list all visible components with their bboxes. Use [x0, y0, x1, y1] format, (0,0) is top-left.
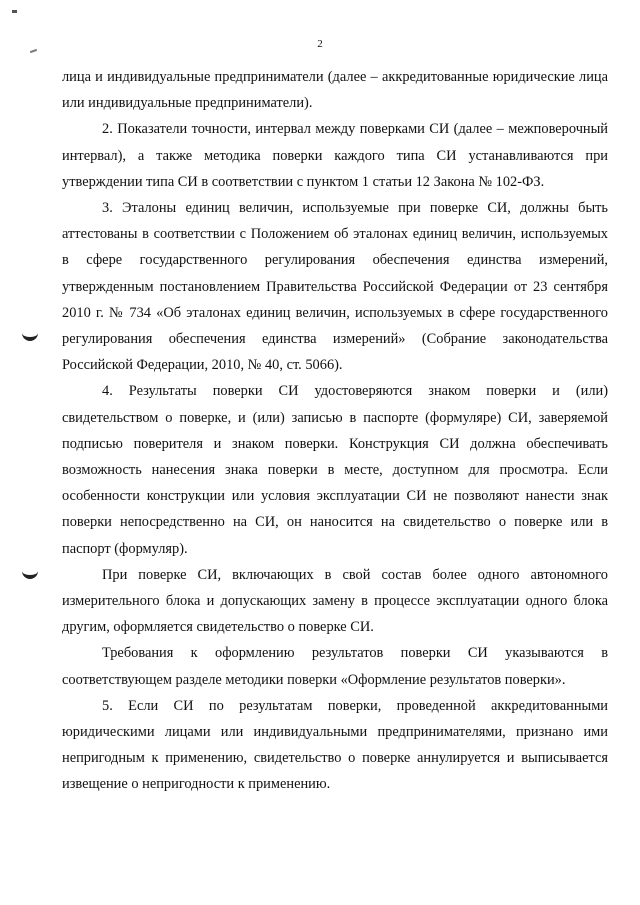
scan-speck	[12, 10, 17, 13]
page-number: 2	[317, 38, 323, 50]
paragraph: 4. Результаты поверки СИ удостоверяются знаком поверки и (или) свидетельством о поверке, и (или) записью в паспорте (формуляре) СИ, заверяемой подписью поверителя и знаком поверки. Конструкция СИ должна обеспечивать возможность нанесения знака поверки в месте, доступном для просмотра. Если особенности конструкции или условия эксплуатации СИ не позволяют нанести знак поверки непосредственно на СИ, он наносится на свидетельство о поверке или в паспорт (формуляр).	[62, 383, 608, 557]
binder-hole-mark	[22, 330, 38, 341]
document-body	[62, 64, 608, 798]
binder-hole-mark	[22, 568, 38, 579]
paragraph: лица и индивидуальные предприниматели (далее – аккредитованные юридические лица или индивидуальные предприниматели).	[62, 69, 608, 112]
paragraph: 3. Эталоны единиц величин, используемые при поверке СИ, должны быть аттестованы в соответствии с Положением об эталонах единиц величин, используемых в сфере государственного регулирования обеспечения единства измерений, утвержденным постановлением Правительства Российской Федерации от 23 сентября 2010 г. № 734 «Об эталонах единиц величин, используемых в сфере государственного регулирования обеспечения единства измерений» (Собрание законодательства Российской Федерации, 2010, № 40, ст. 5066).	[62, 200, 608, 374]
paragraph: Требования к оформлению результатов поверки СИ указываются в соответствующем разделе методики поверки «Оформление результатов поверки».	[62, 645, 608, 688]
paragraph: При поверке СИ, включающих в свой состав более одного автономного измерительного блока и допускающих замену в процессе эксплуатации одного блока другим, оформляется свидетельство о поверке СИ.	[62, 566, 608, 636]
paragraph: 2. Показатели точности, интервал между поверками СИ (далее – межповерочный интервал), а также методика поверки каждого типа СИ устанавливаются при утверждении типа СИ в соответствии с пунктом 1 статьи 12 Закона № 102-ФЗ.	[62, 121, 608, 190]
paragraph: 5. Если СИ по результатам поверки, проведенной аккредитованными юридическими лицами или индивидуальными предпринимателями, признано ими непригодным к применению, свидетельство о поверке аннулируется и выписывается извещение о непригодности к применению.	[62, 697, 608, 793]
